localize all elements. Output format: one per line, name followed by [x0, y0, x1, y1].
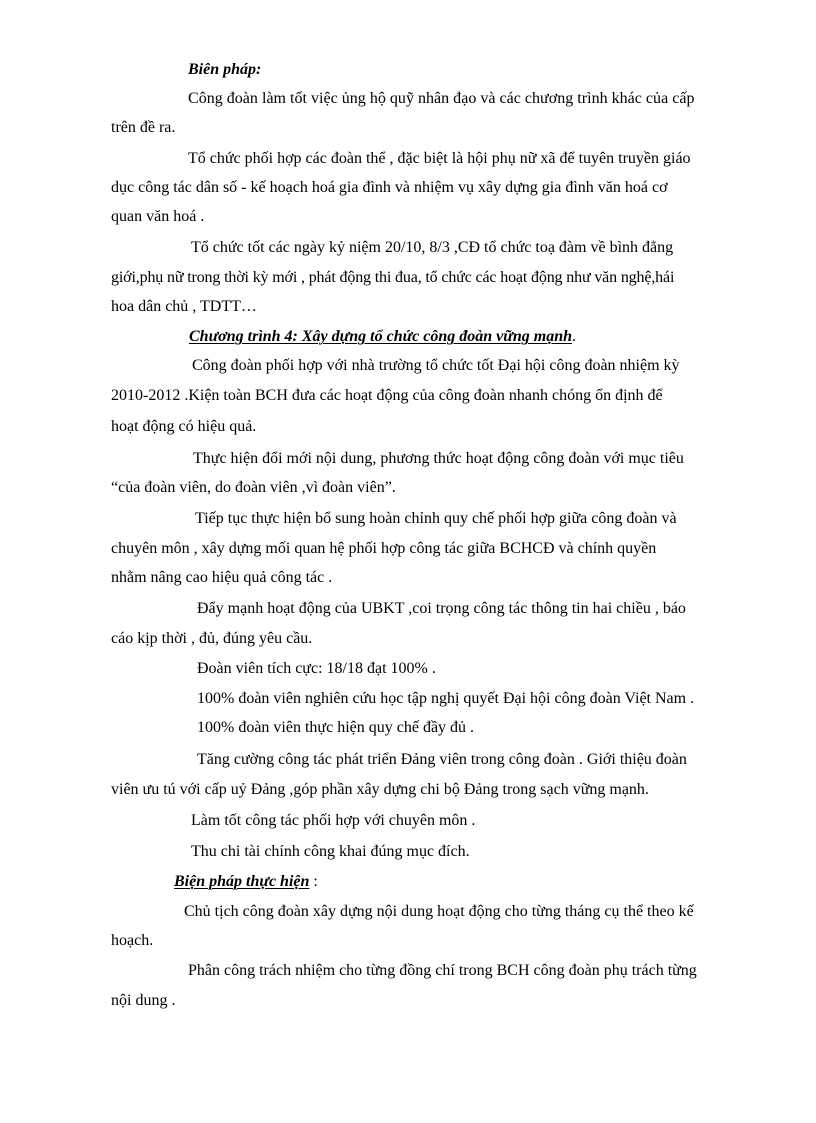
- heading-bien-phap-thuc-hien: [174, 872, 318, 892]
- paragraph-line: cáo kịp thời , đủ, đúng yêu cầu.: [111, 630, 313, 647]
- paragraph-line: 2010-2012 .Kiện toàn BCH đưa các hoạt động của công đoàn nhanh chóng ổn định để: [111, 387, 663, 404]
- heading-bien-phap-thuc-hien-colon: :: [309, 873, 318, 890]
- paragraph-line: Tổ chức tốt các ngày kỷ niệm 20/10, 8/3 ,CĐ tổ chức toạ đàm về bình đẳng: [191, 239, 674, 256]
- heading-chuong-trinh-4-text: Chương trình 4: Xây dựng tổ chức công đoàn vững mạnh: [189, 328, 572, 345]
- paragraph-line: quan văn hoá .: [111, 208, 205, 225]
- paragraph-line: dục công tác dân số - kế hoạch hoá gia đình và nhiệm vụ xây dựng gia đình văn hoá cơ: [111, 179, 668, 196]
- paragraph-line: Tổ chức phối hợp các đoàn thể , đặc biệt là hội phụ nữ xã để tuyên truyền giáo: [188, 150, 691, 167]
- paragraph-line: viên ưu tú với cấp uỷ Đảng ,góp phần xây dựng chi bộ Đảng trong sạch vững mạnh.: [111, 781, 649, 798]
- paragraph-line: nhằm nâng cao hiệu quả công tác .: [111, 569, 333, 586]
- paragraph-line: 100% đoàn viên nghiên cứu học tập nghị quyết Đại hội công đoàn Việt Nam .: [197, 690, 695, 707]
- paragraph-line: Đẩy mạnh hoạt động của UBKT ,coi trọng công tác thông tin hai chiều , báo: [197, 600, 686, 617]
- paragraph-line: hoạch.: [111, 932, 154, 949]
- paragraph-line: Công đoàn phối hợp với nhà trường tổ chức tốt Đại hội công đoàn nhiệm kỳ: [192, 357, 680, 374]
- heading-bien-phap-thuc-hien-text: Biện pháp thực hiện: [174, 873, 310, 890]
- paragraph-line: Làm tốt công tác phối hợp với chuyên môn .: [191, 812, 476, 829]
- paragraph-line: Chủ tịch công đoàn xây dựng nội dung hoạt động cho từng tháng cụ thể theo kế: [184, 903, 694, 920]
- paragraph-line: Thực hiện đổi mới nội dung, phương thức hoạt động công đoàn với mục tiêu: [193, 450, 684, 467]
- paragraph-line: chuyên môn , xây dựng mối quan hệ phối hợp công tác giữa BCHCĐ và chính quyền: [111, 540, 657, 557]
- paragraph-line: trên đề ra.: [111, 119, 176, 136]
- paragraph-line: hoa dân chủ , TDTT…: [111, 298, 257, 315]
- paragraph-line: “của đoàn viên, do đoàn viên ,vì đoàn viên”.: [111, 479, 396, 496]
- heading-chuong-trinh-4-period: .: [572, 328, 576, 345]
- paragraph-line: Tiếp tục thực hiện bổ sung hoàn chỉnh quy chế phối hợp giữa công đoàn và: [195, 510, 677, 527]
- paragraph-line: Phân công trách nhiệm cho từng đồng chí trong BCH công đoàn phụ trách từng: [188, 962, 697, 979]
- paragraph-line: Đoàn viên tích cực: 18/18 đạt 100% .: [197, 660, 436, 677]
- paragraph-line: nội dung .: [111, 992, 176, 1009]
- paragraph-line: Tăng cường công tác phát triển Đảng viên trong công đoàn . Giới thiệu đoàn: [197, 751, 687, 768]
- paragraph-line: Công đoàn làm tốt việc ủng hộ quỹ nhân đạo và các chương trình khác của cấp: [188, 90, 695, 107]
- heading-bien-phap: Biên pháp:: [188, 61, 262, 78]
- paragraph-line: 100% đoàn viên thực hiện quy chế đầy đủ .: [197, 719, 475, 736]
- heading-chuong-trinh-4: [189, 327, 576, 347]
- paragraph-line: hoạt động có hiệu quả.: [111, 418, 257, 435]
- paragraph-line: Thu chi tài chính công khai đúng mục đích.: [191, 843, 470, 860]
- paragraph-line: giới,phụ nữ trong thời kỳ mới , phát động thi đua, tổ chức các hoạt động như văn nghệ,hái: [111, 269, 675, 286]
